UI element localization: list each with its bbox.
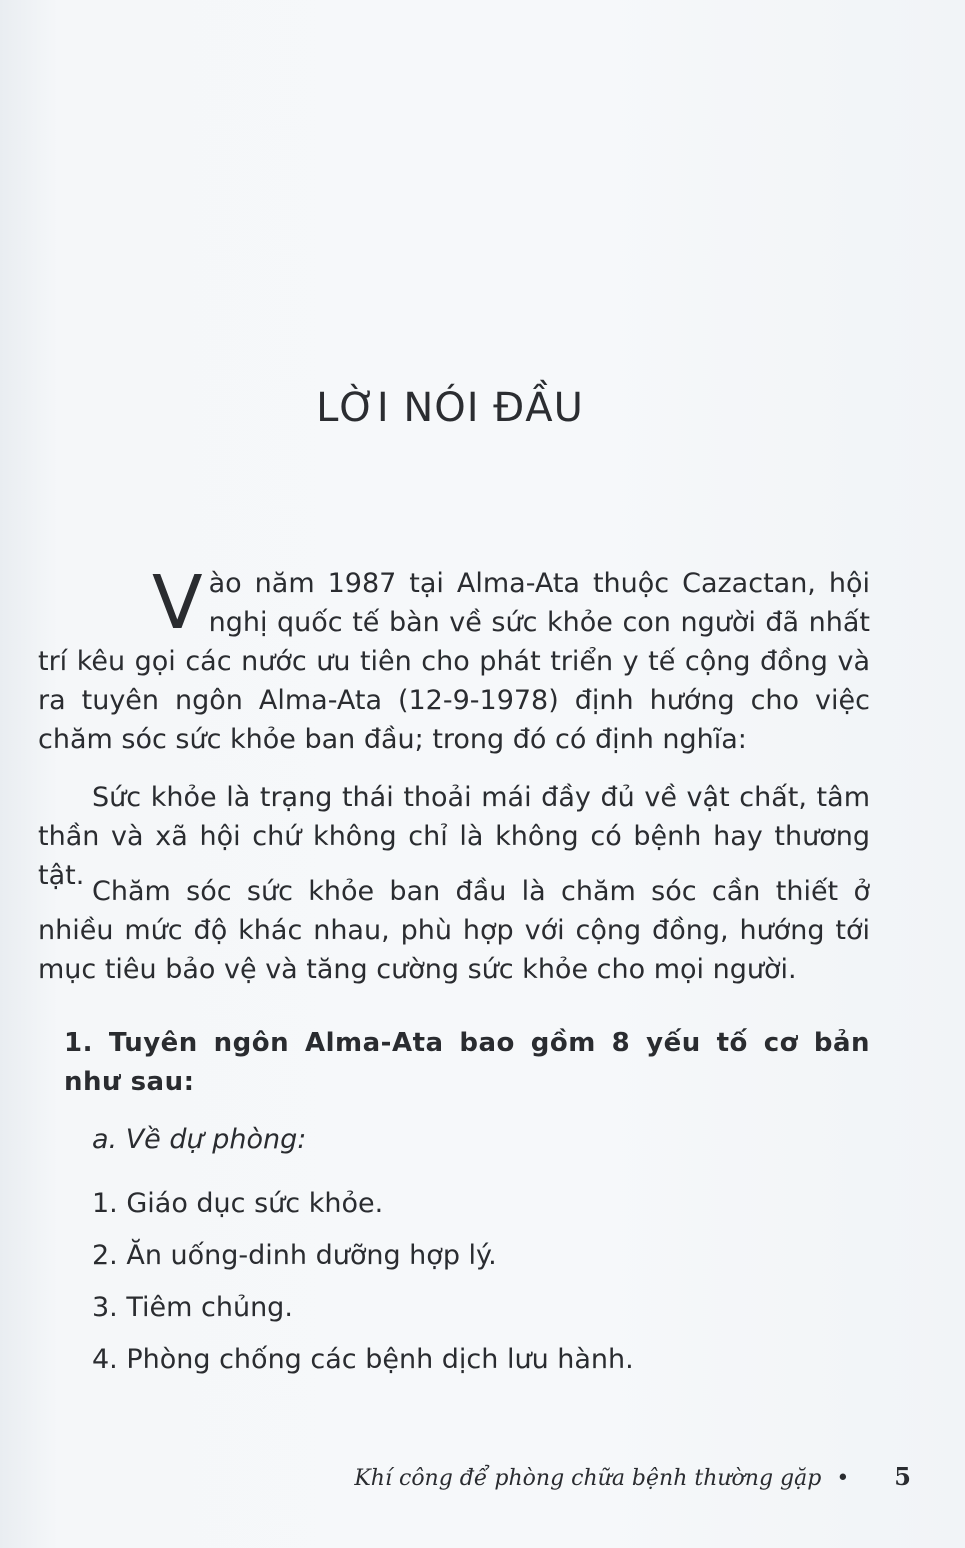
- list-item: 1. Giáo dục sức khỏe.: [92, 1188, 384, 1219]
- drop-cap: V: [152, 560, 203, 646]
- footer-book-title: Khí công để phòng chữa bệnh thường gặp: [354, 1466, 822, 1491]
- section-heading: 1. Tuyên ngôn Alma-Ata bao gồm 8 yếu tố cơ bản như sau:: [64, 1028, 870, 1097]
- list-item: 3. Tiêm chủng.: [92, 1292, 293, 1323]
- page-title: LỜI NÓI ĐẦU: [316, 385, 584, 431]
- footer-bullet: •: [836, 1466, 850, 1491]
- paragraph-health-definition: Sức khỏe là trạng thái thoải mái đầy đủ về vật chất, tâm thần và xã hội chứ không chỉ là không có bệnh hay thương tật.: [38, 782, 870, 891]
- paragraph-intro-text: ào năm 1987 tại Alma-Ata thuộc Cazactan, hội nghị quốc tế bàn về sức khỏe con người đã nhất trí kêu gọi các nước ưu tiên cho phát triển y tế cộng đồng và ra tuyên ngôn Alma-Ata (12-9-1978) định hướng cho việc chăm sóc sức khỏe ban đầu; trong đó có định nghĩa:: [38, 568, 870, 755]
- paragraph-primary-care: Chăm sóc sức khỏe ban đầu là chăm sóc cần thiết ở nhiều mức độ khác nhau, phù hợp với cộng đồng, hướng tới mục tiêu bảo vệ và tăng cường sức khỏe cho mọi người.: [38, 876, 870, 985]
- subheading-prevention: a. Về dự phòng:: [92, 1124, 307, 1155]
- page-number: 5: [894, 1462, 911, 1491]
- paragraph-intro: [38, 560, 870, 759]
- list-item: 2. Ăn uống-dinh dưỡng hợp lý.: [92, 1240, 497, 1271]
- prevention-list: [92, 1184, 634, 1392]
- page-footer: [354, 1462, 911, 1491]
- list-item: 4. Phòng chống các bệnh dịch lưu hành.: [92, 1344, 634, 1375]
